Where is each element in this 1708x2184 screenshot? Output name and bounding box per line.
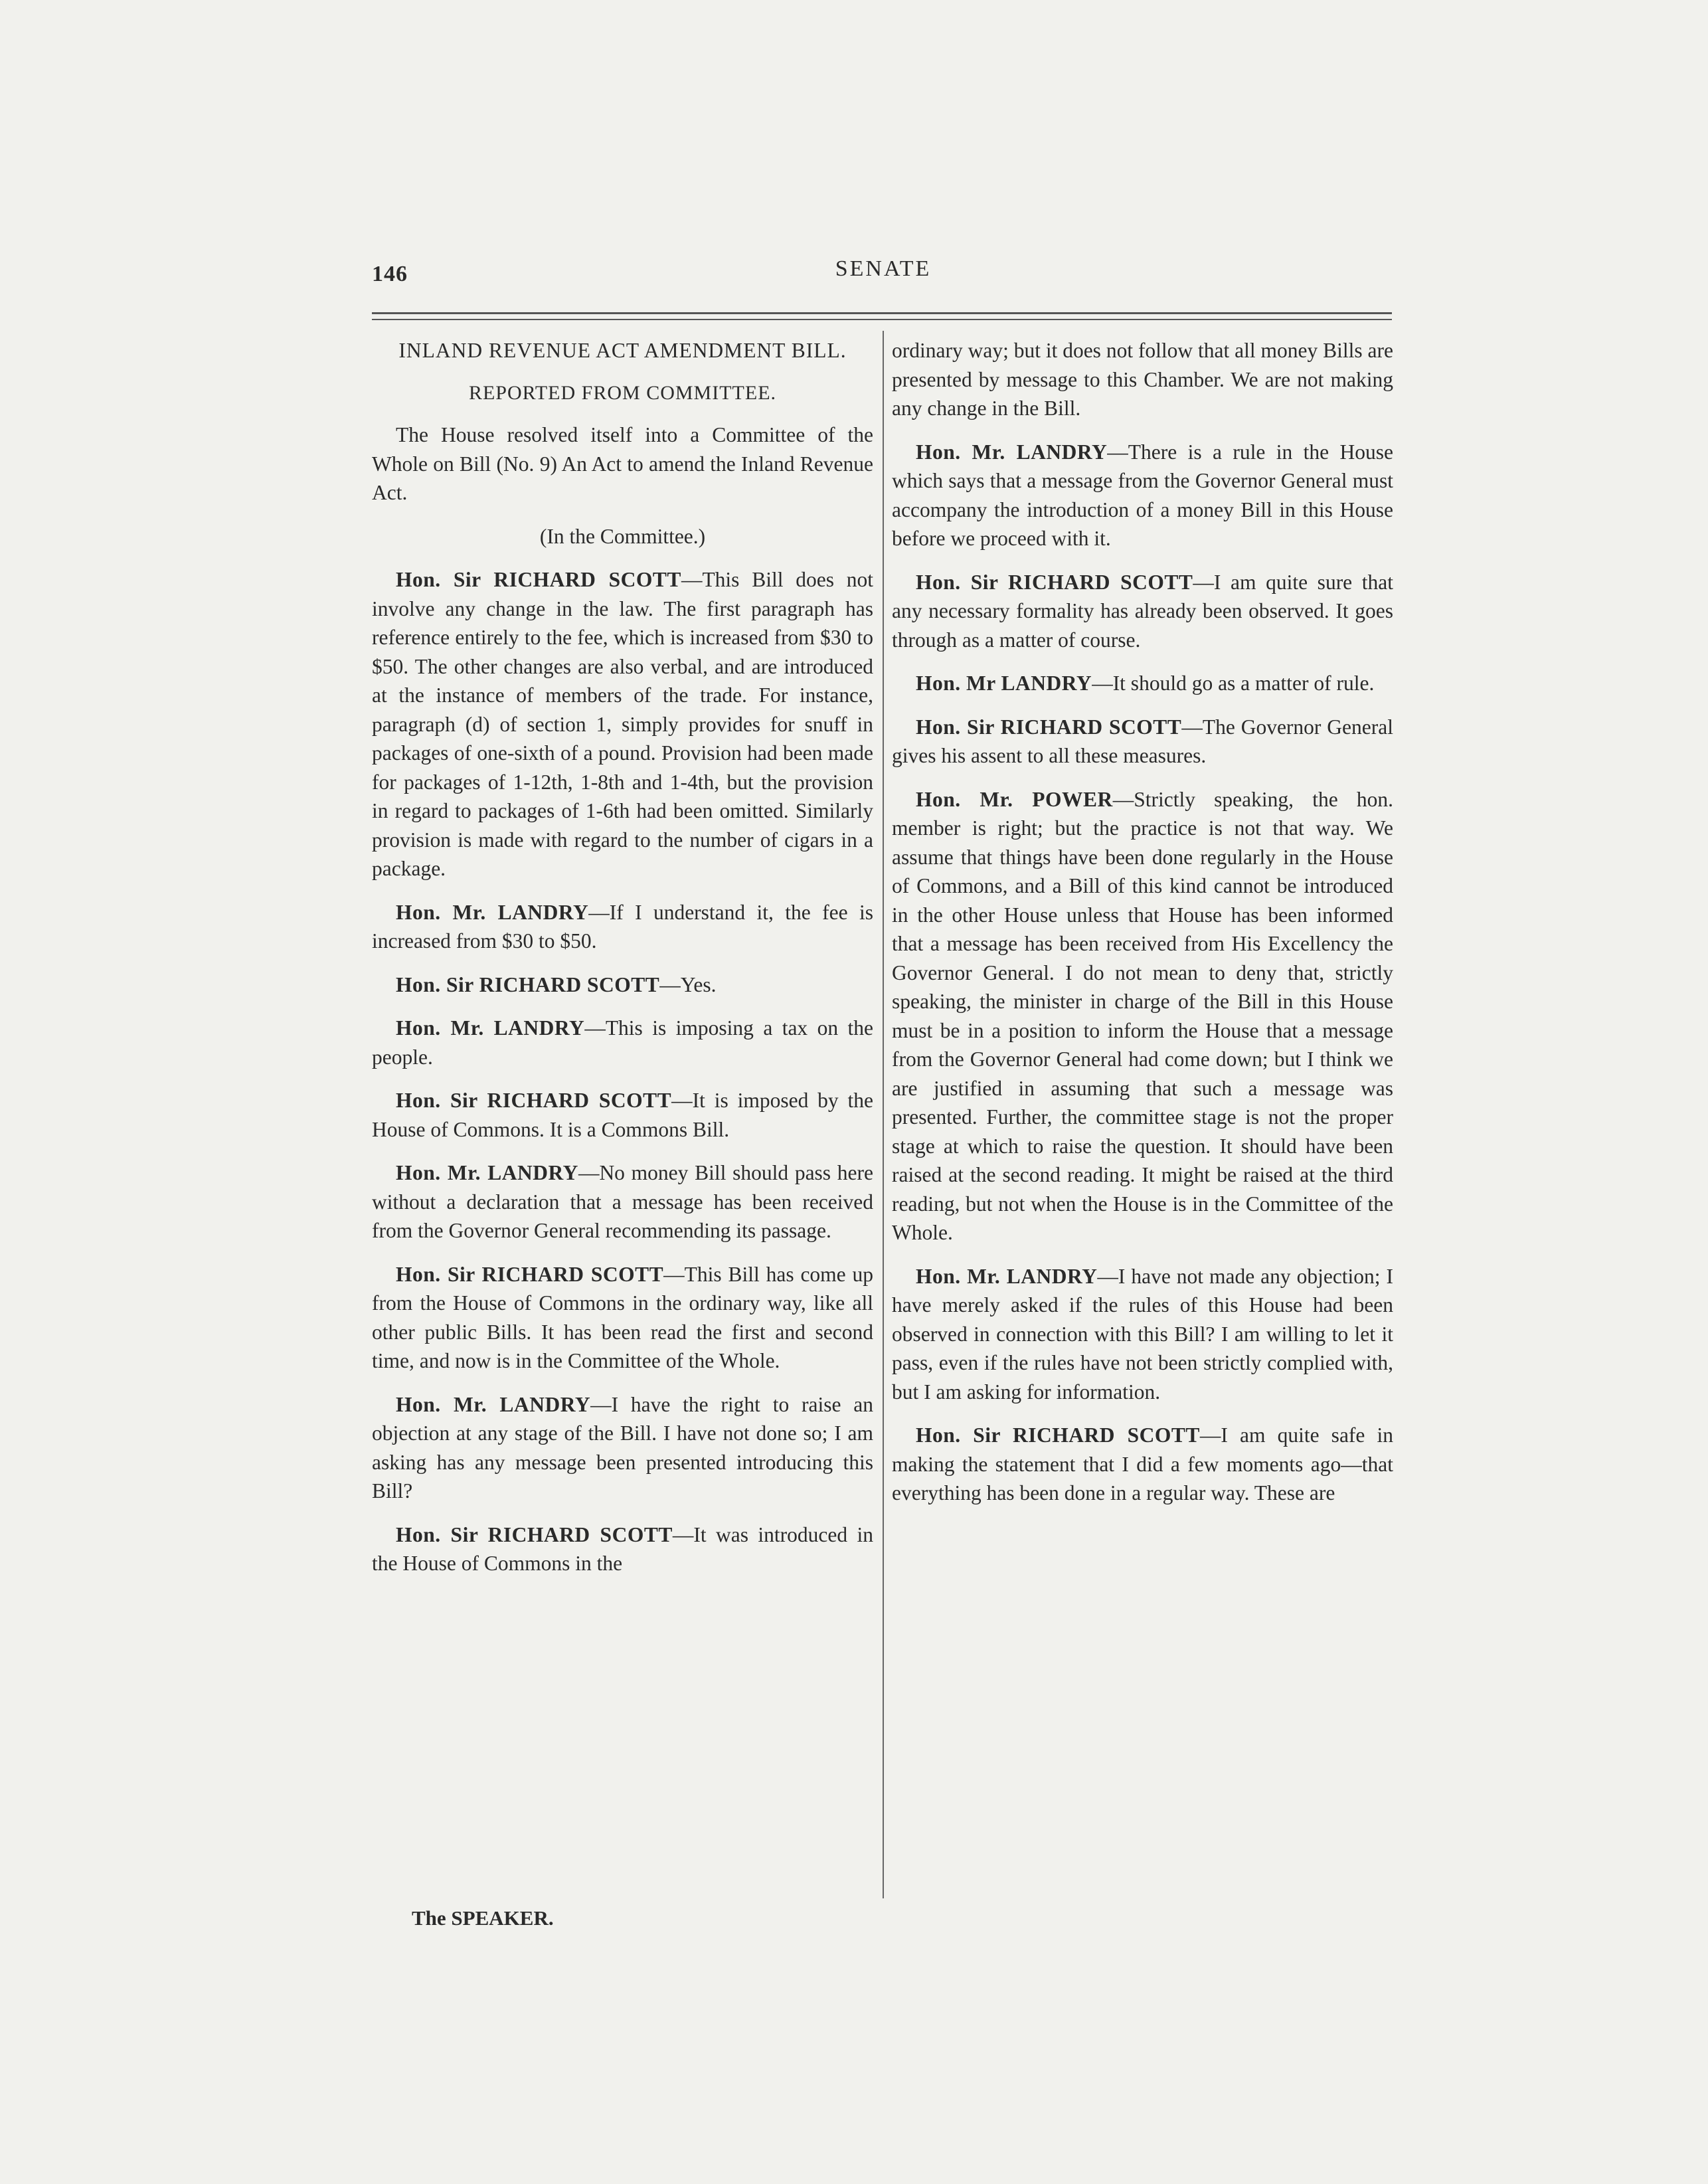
speaker-name: Hon. Mr. LANDRY (916, 440, 1108, 464)
speech: Hon. Sir RICHARD SCOTT—I am quite sure that any necessary formality has already been observed. It goes through as a matter of course. (892, 570, 1393, 652)
right-column (892, 336, 1393, 1522)
in-committee-note: (In the Committee.) (539, 524, 706, 548)
speaker-name: Hon. Sir RICHARD SCOTT (396, 972, 660, 996)
speaker-name: Hon. Mr. LANDRY (916, 1264, 1098, 1288)
speech: Hon. Mr. LANDRY—This is imposing a tax on the people. (372, 1016, 873, 1069)
column-divider (883, 331, 884, 1898)
speaker-name: Hon. Mr. LANDRY (396, 900, 589, 924)
speech: Hon. Mr. LANDRY—There is a rule in the House which says that a message from the Governor General must accompany the introduction of a money Bill in this House before we proceed with it. (892, 440, 1393, 550)
speech: Hon. Sir RICHARD SCOTT—Yes. (396, 972, 717, 996)
speech: Hon. Mr. LANDRY—I have the right to raise an objection at any stage of the Bill. I have not done so; I am asking has any message been presented introducing this Bill? (372, 1392, 873, 1502)
speech-text: Yes. (680, 972, 717, 996)
page-number: 146 (372, 262, 408, 286)
speech-text: I have the right to raise an objection at any stage of the Bill. I have not done so; I am asking has any message been presented introducing this Bill? (372, 1392, 873, 1502)
speech-text: It was introduced in the House of Commons in the (372, 1522, 873, 1575)
speech: Hon. Mr. LANDRY—I have not made any objection; I have merely asked if the rules of this House had been observed in connection with this Bill? I am willing to let it pass, even if the rules have not been strictly complied with, but I am asking for information. (892, 1264, 1393, 1404)
speaker-name: Hon. Sir RICHARD SCOTT (396, 1089, 672, 1112)
speaker-name: Hon. Mr LANDRY (916, 672, 1092, 695)
speaker-name: Hon. Sir RICHARD SCOTT (396, 1522, 673, 1546)
speech: Hon. Sir RICHARD SCOTT—This Bill does not involve any change in the law. The first paragraph has reference entirely to the fee, which is increased from $30 to $50. The other changes are also verbal, and are introduced at the instance of members of the trade. For instance, paragraph (d) of section 1, simply provides for snuff in packages of one-sixth of a pound. Provision had been made for packages of 1-12th, 1-8th and 1-4th, but the provision in regard to packages of 1-6th had been omitted. Similarly provision is made with regard to the number of cigars in a package. (372, 568, 874, 880)
speech-text: I have not made any objection; I have merely asked if the rules of this House had been observed in connection with this Bill? I am willing to let it pass, even if the rules have not been strictly complied with, but I am asking for information. (892, 1264, 1393, 1404)
speaker-name: Hon. Sir RICHARD SCOTT (396, 568, 681, 591)
left-column (372, 336, 873, 1593)
catchword: The SPEAKER. (412, 1906, 554, 1930)
speech-text: I am quite sure that any necessary formality has already been observed. It goes through as a matter of course. (892, 570, 1393, 652)
speaker-name: Hon. Mr. LANDRY (396, 1161, 578, 1184)
continuation-paragraph: ordinary way; but it does not follow that all money Bills are presented by message to this Chamber. We are not making any change in the Bill. (892, 339, 1393, 420)
speech-text: This Bill does not involve any change in the law. The first paragraph has reference entirely to the fee, which is increased from $30 to $50. The other changes are also verbal, and are introduced at the instance of members of the trade. For instance, paragraph (d) of section 1, simply provides for snuff in packages of one-sixth of a pound. Provision had been made for packages of 1-12th, 1-8th and 1-4th, but the provision in regard to packages of 1-6th had been omitted. Similarly provision is made with regard to the number of cigars in a package. (372, 568, 874, 880)
speaker-name: Hon. Sir RICHARD SCOTT (916, 570, 1193, 594)
speech-text: This is imposing a tax on the people. (372, 1016, 873, 1069)
speech-text: No money Bill should pass here without a declaration that a message has been received from the Governor General recommending its passage. (372, 1161, 873, 1242)
speech: Hon. Sir RICHARD SCOTT—It is imposed by the House of Commons. It is a Commons Bill. (372, 1089, 874, 1141)
speech-text: There is a rule in the House which says that a message from the Governor General must accompany the introduction of a money Bill in this House before we proceed with it. (892, 440, 1393, 550)
speech: Hon. Mr. POWER—Strictly speaking, the hon. member is right; but the practice is not that way. We assume that things have been done regularly in the House of Commons, and a Bill of this kind cannot be introduced in the other House unless that House has been informed that a message has been received from His Excellency the Governor General. I do not mean to deny that, strictly speaking, the minister in charge of the Bill in this House must be in a position to inform the House that a message from the Governor General had come down; but I think we are justified in assuming that such a message was presented. Further, the committee stage is not the proper stage at which to raise the question. It should have been raised at the second reading. It might be raised at the third reading, but not when the House is in the Committee of the Whole. (892, 787, 1394, 1244)
speaker-name: Hon. Sir RICHARD SCOTT (396, 1262, 664, 1286)
speech: Hon. Sir RICHARD SCOTT—This Bill has come up from the House of Commons in the ordinary way, like all other public Bills. It has been read the first and second time, and now is in the Committee of the Whole. (372, 1262, 873, 1372)
speech-text: I am quite safe in making the statement that I did a few moments ago—that everything has been done in a regular way. These are (892, 1423, 1393, 1504)
speech-text: It is imposed by the House of Commons. It is a Commons Bill. (372, 1089, 874, 1141)
speech-text: The Governor General gives his assent to all these measures. (892, 715, 1393, 767)
speech-text: This Bill has come up from the House of Commons in the ordinary way, like all other public Bills. It has been read the first and second time, and now is in the Committee of the Whole. (372, 1262, 873, 1372)
speech: Hon. Sir RICHARD SCOTT—I am quite safe in making the statement that I did a few moments ago—that everything has been done in a regular way. These are (892, 1423, 1393, 1504)
article-heading: INLAND REVENUE ACT AMENDMENT BILL. (398, 339, 847, 362)
speaker-name: Hon. Mr. LANDRY (396, 1392, 591, 1416)
intro-paragraph: The House resolved itself into a Committee of the Whole on Bill (No. 9) An Act to amend the Inland Revenue Act. (372, 423, 873, 504)
speech-text: It should go as a matter of rule. (1112, 672, 1375, 695)
speech: Hon. Mr LANDRY—It should go as a matter of rule. (916, 672, 1375, 695)
header-rule (372, 312, 1392, 314)
speech: Hon. Mr. LANDRY—If I understand it, the fee is increased from $30 to $50. (372, 900, 873, 953)
running-header: SENATE (835, 256, 932, 281)
speech: Hon. Sir RICHARD SCOTT—It was introduced in the House of Commons in the (372, 1522, 873, 1575)
speech: Hon. Mr. LANDRY—No money Bill should pass here without a declaration that a message has been received from the Governor General recommending its passage. (372, 1161, 873, 1242)
article-subheading: REPORTED FROM COMMITTEE. (468, 381, 777, 404)
speaker-name: Hon. Sir RICHARD SCOTT (916, 715, 1182, 739)
speaker-name: Hon. Mr. POWER (916, 787, 1113, 811)
speaker-name: Hon. Sir RICHARD SCOTT (916, 1423, 1200, 1447)
speaker-name: Hon. Mr. LANDRY (396, 1016, 585, 1040)
header-rule-double (372, 319, 1392, 320)
speech-text: Strictly speaking, the hon. member is right; but the practice is not that way. We assume that things have been done regularly in the House of Commons, and a Bill of this kind cannot be introduced in the other House unless that House has been informed that a message has been received from His Excellency the Governor General. I do not mean to deny that, strictly speaking, the minister in charge of the Bill in this House must be in a position to inform the House that a message from the Governor General had come down; but I think we are justified in assuming that such a message was presented. Further, the committee stage is not the proper stage at which to raise the question. It should have been raised at the second reading. It might be raised at the third reading, but not when the House is in the Committee of the Whole. (892, 787, 1394, 1244)
speech-text: If I understand it, the fee is increased from $30 to $50. (372, 900, 873, 953)
speech: Hon. Sir RICHARD SCOTT—The Governor General gives his assent to all these measures. (892, 715, 1393, 767)
